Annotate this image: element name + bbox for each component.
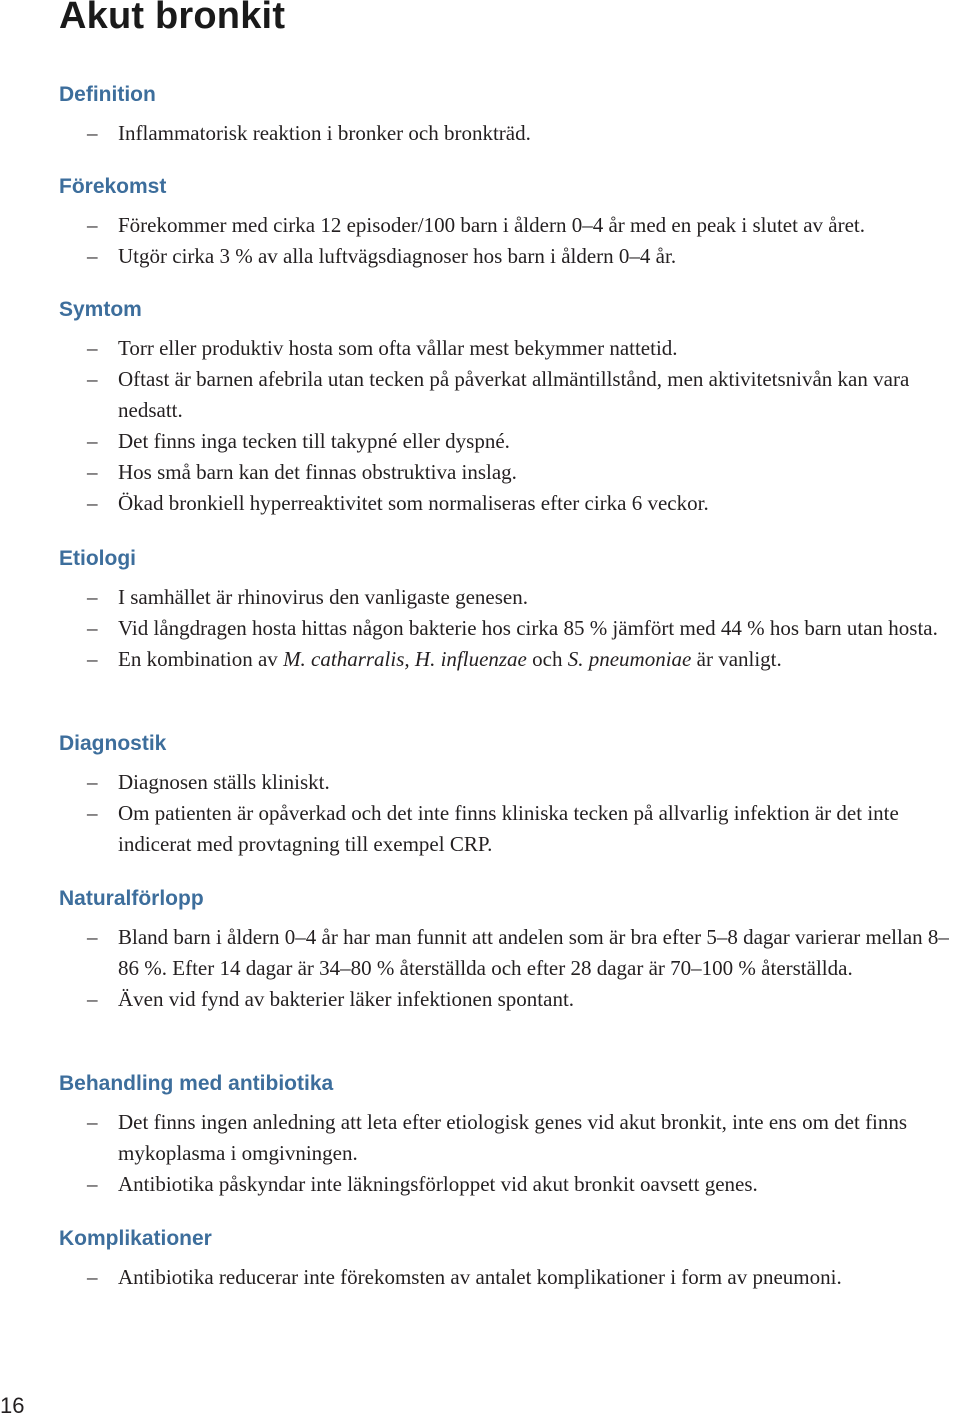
dash-bullet-icon: –: [87, 616, 98, 640]
list-item: [59, 1107, 959, 1169]
dash-bullet-icon: –: [87, 770, 98, 794]
section-symtom: [59, 297, 959, 519]
list-item: [59, 364, 959, 426]
text-fragment: är vanligt.: [691, 647, 782, 671]
text-fragment: och: [526, 647, 568, 671]
list-item-text: Vid långdragen hosta hittas någon bakterie hos cirka 85 % jämfört med 44 % hos barn utan hosta.: [118, 616, 938, 640]
section-komplikationer: [59, 1226, 959, 1293]
list-item-text: Diagnosen ställs kliniskt.: [118, 770, 330, 794]
text-fragment: En kombination av: [118, 647, 284, 671]
section-heading: Förekomst: [59, 175, 167, 198]
section-heading: Definition: [59, 83, 156, 106]
section-definition: [59, 82, 959, 149]
list-item-text: Även vid fynd av bakterier läker infektionen spontant.: [118, 987, 575, 1011]
dash-bullet-icon: –: [87, 987, 98, 1011]
list-item-text: I samhället är rhinovirus den vanligaste genesen.: [118, 585, 528, 609]
list-item: [59, 922, 959, 984]
item-list: [59, 922, 959, 1015]
dash-bullet-icon: –: [87, 1265, 98, 1289]
list-item: [59, 210, 959, 241]
dash-bullet-icon: –: [87, 429, 98, 453]
list-item-text: Bland barn i åldern 0–4 år har man funnit att andelen som är bra efter 5–8 dagar varierar mellan 8–86 %. Efter 14 dagar är 34–80 % återställda och efter 28 dagar är 70–100 % återställda.: [118, 925, 949, 980]
organism-name: M. catharralis, H. influenzae: [283, 647, 527, 671]
page-title: Akut bronkit: [59, 0, 286, 37]
list-item: [59, 1262, 959, 1293]
dash-bullet-icon: –: [87, 213, 98, 237]
section-heading: Diagnostik: [59, 732, 167, 755]
section-heading: Naturalförlopp: [59, 887, 204, 910]
dash-bullet-icon: –: [87, 647, 98, 671]
item-list: [59, 767, 959, 860]
item-list: [59, 118, 959, 149]
page-number: 16: [0, 1393, 25, 1418]
list-item-text: Ökad bronkiell hyperreaktivitet som normaliseras efter cirka 6 veckor.: [118, 491, 709, 515]
list-item: [59, 457, 959, 488]
list-item-text: Torr eller produktiv hosta som ofta vållar mest bekymmer nattetid.: [118, 336, 678, 360]
list-item: [59, 613, 959, 644]
dash-bullet-icon: –: [87, 336, 98, 360]
list-item: [59, 1169, 959, 1200]
list-item: [59, 984, 959, 1015]
list-item-text: Det finns inga tecken till takypné eller dyspné.: [118, 429, 510, 453]
section-heading: Symtom: [59, 298, 142, 321]
dash-bullet-icon: –: [87, 244, 98, 268]
dash-bullet-icon: –: [87, 367, 98, 391]
list-item: [59, 118, 959, 149]
item-list: [59, 210, 959, 272]
list-item: [59, 644, 959, 675]
section-naturalforlopp: [59, 886, 959, 1015]
list-item-text: Antibiotika reducerar inte förekomsten av antalet komplikationer i form av pneumoni.: [118, 1265, 842, 1289]
list-item-text: Hos små barn kan det finnas obstruktiva inslag.: [118, 460, 517, 484]
list-item: [59, 488, 959, 519]
dash-bullet-icon: –: [87, 1172, 98, 1196]
dash-bullet-icon: –: [87, 585, 98, 609]
dash-bullet-icon: –: [87, 801, 98, 825]
list-item: [59, 333, 959, 364]
list-item: [59, 767, 959, 798]
dash-bullet-icon: –: [87, 121, 98, 145]
item-list: [59, 333, 959, 519]
dash-bullet-icon: –: [87, 1110, 98, 1134]
list-item: [59, 582, 959, 613]
list-item-text: Det finns ingen anledning att leta efter etiologisk genes vid akut bronkit, inte ens om det finns mykoplasma i omgivningen.: [118, 1110, 908, 1165]
dash-bullet-icon: –: [87, 925, 98, 949]
list-item-text: Utgör cirka 3 % av alla luftvägsdiagnoser hos barn i åldern 0–4 år.: [118, 244, 677, 268]
section-forekomst: [59, 174, 959, 272]
dash-bullet-icon: –: [87, 460, 98, 484]
section-heading: Behandling med antibiotika: [59, 1072, 334, 1095]
organism-name: S. pneumoniae: [567, 647, 692, 671]
list-item-text: Antibiotika påskyndar inte läkningsförloppet vid akut bronkit oavsett genes.: [118, 1172, 758, 1196]
list-item-text: Om patienten är opåverkad och det inte finns kliniska tecken på allvarlig infektion är det inte indicerat med provtagning till exempel CRP.: [118, 801, 899, 856]
list-item-text: Inflammatorisk reaktion i bronker och bronkträd.: [118, 121, 531, 145]
section-etiologi: [59, 546, 959, 675]
item-list: [59, 1107, 959, 1200]
list-item: [59, 426, 959, 457]
section-diagnostik: [59, 731, 959, 860]
section-heading: Etiologi: [59, 547, 136, 570]
section-behandling: [59, 1071, 959, 1200]
dash-bullet-icon: –: [87, 491, 98, 515]
list-item-text: Oftast är barnen afebrila utan tecken på påverkat allmäntillstånd, men aktivitetsnivån kan vara nedsatt.: [118, 367, 910, 422]
item-list: [59, 1262, 959, 1293]
list-item-text: Förekommer med cirka 12 episoder/100 barn i åldern 0–4 år med en peak i slutet av året.: [118, 213, 865, 237]
section-heading: Komplikationer: [59, 1227, 212, 1250]
item-list: [59, 582, 959, 675]
list-item: [59, 798, 959, 860]
list-item-text: [118, 647, 782, 671]
list-item: [59, 241, 959, 272]
